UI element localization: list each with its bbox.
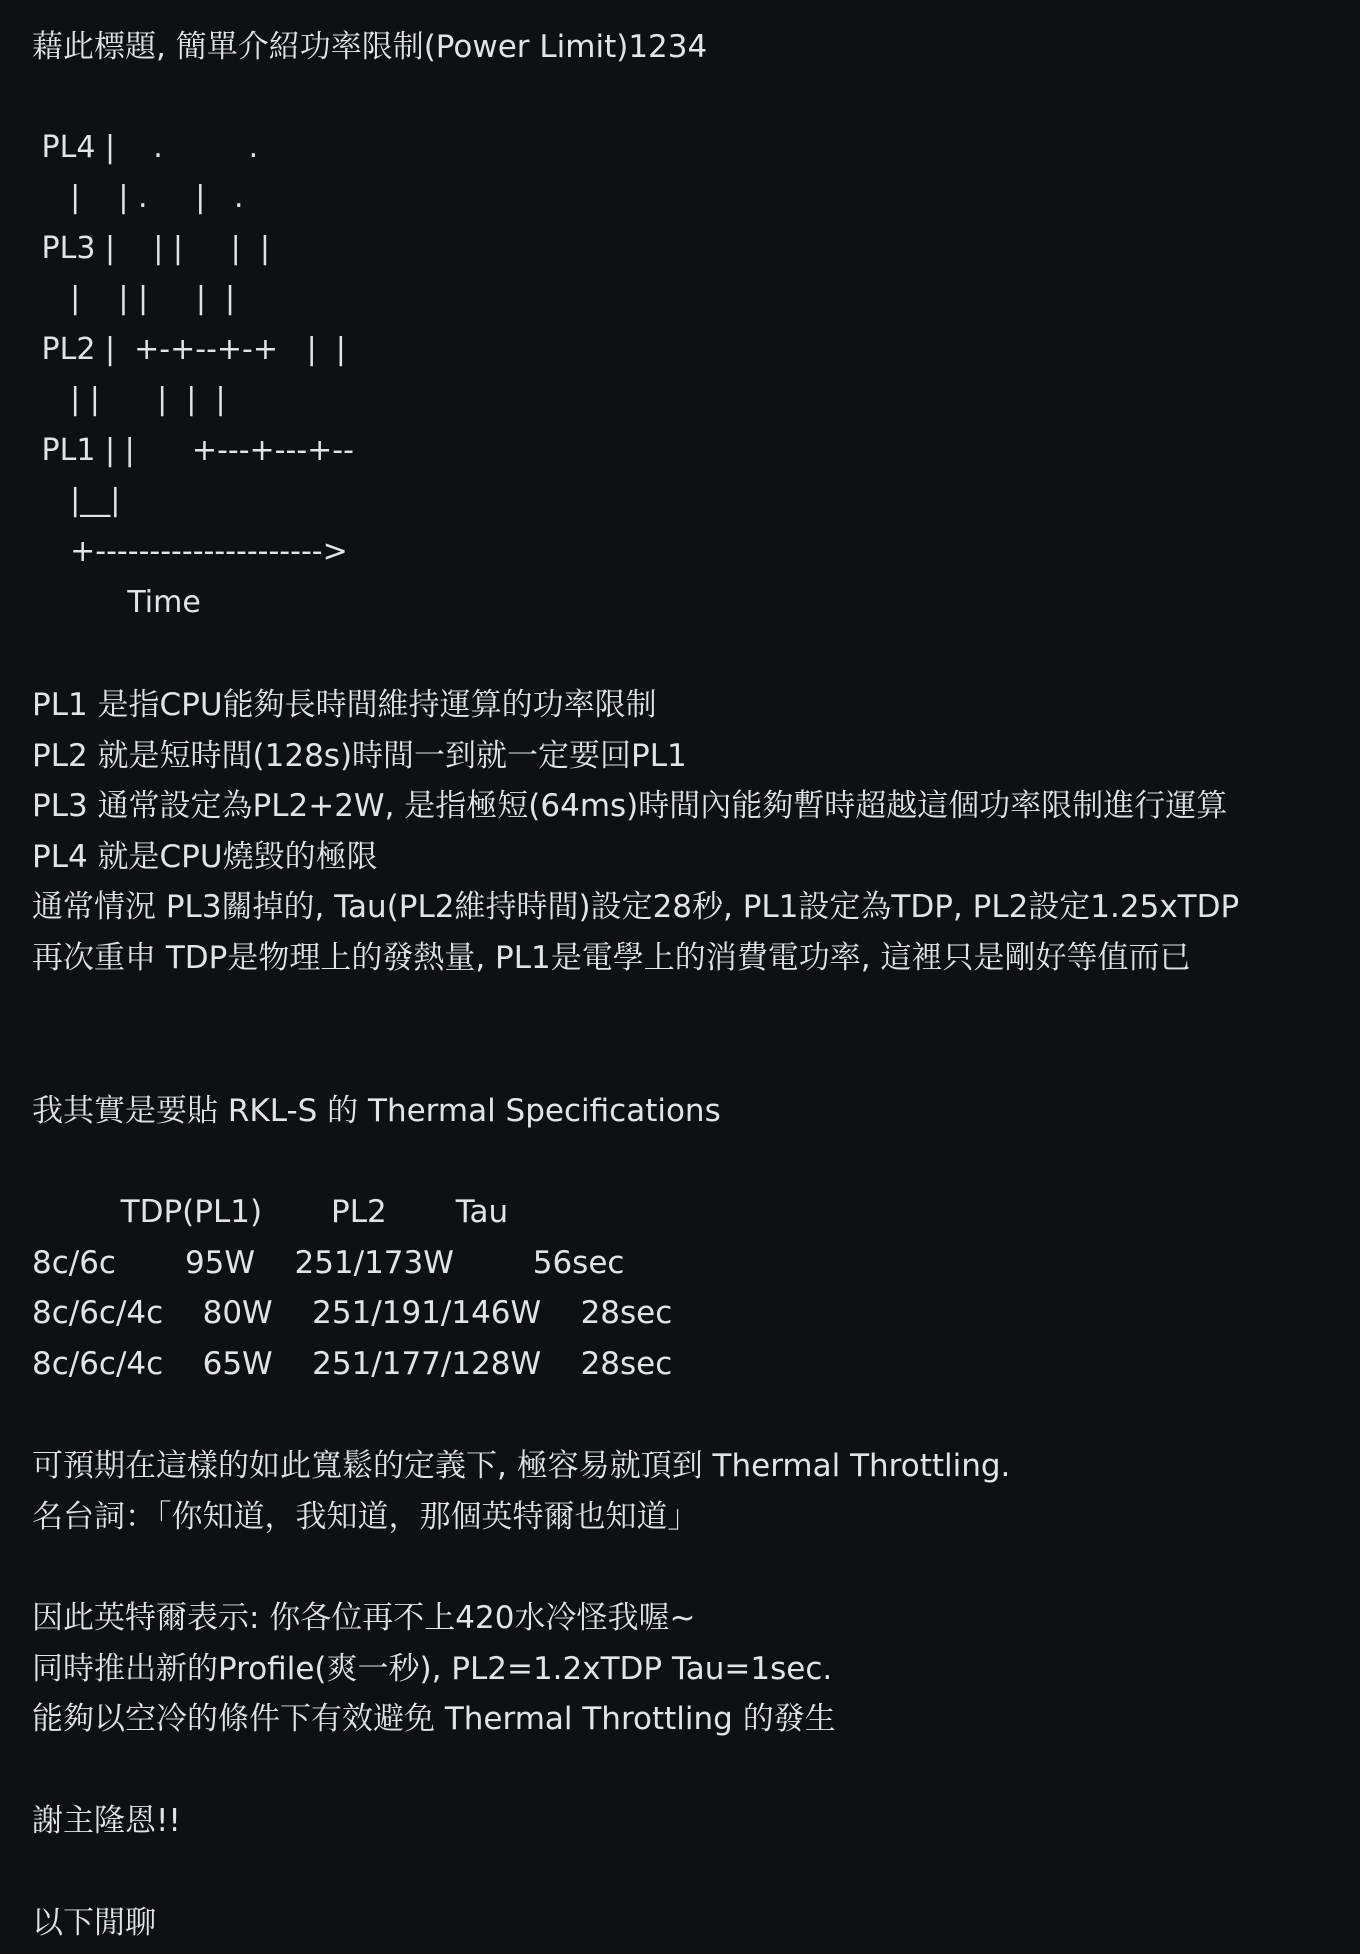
diagram-line: |__| [32, 483, 121, 518]
thanks-text: 謝主隆恩!! [32, 1803, 181, 1839]
spec-table-row: 8c/6c/4c 80W 251/191/146W 28sec [32, 1295, 673, 1331]
tdp-note-text: 再次重申 TDP是物理上的發熱量, PL1是電學上的消費電功率, 這裡只是剛好等值而已 [32, 940, 1191, 976]
post-title-line: 藉此標題, 簡單介紹功率限制(Power Limit)1234 [32, 29, 708, 65]
diagram-line-pl1: PL1 | | +---+---+-- [32, 433, 354, 468]
pl2-description: PL2 就是短時間(128s)時間一到就一定要回PL1 [32, 738, 687, 774]
diagram-time-axis: +---------------------> [32, 534, 348, 569]
thermal-spec-intro: 我其實是要貼 RKL-S 的 Thermal Specifications [32, 1093, 721, 1129]
diagram-line-pl4: PL4 | . . [32, 130, 259, 165]
chat-heading: 以下閒聊 [32, 1905, 156, 1941]
diagram-line-pl2: PL2 | +-+--+-+ | | [32, 332, 346, 367]
normal-settings-text: 通常情況 PL3關掉的, Tau(PL2維持時間)設定28秒, PL1設定為TDP, PL2設定1.25xTDP [32, 889, 1240, 925]
air-cooling-text: 能夠以空冷的條件下有效避免 Thermal Throttling 的發生 [32, 1701, 836, 1737]
diagram-line: | | . | . [32, 180, 244, 215]
pl4-description: PL4 就是CPU燒毀的極限 [32, 839, 378, 875]
pl3-description: PL3 通常設定為PL2+2W, 是指極短(64ms)時間內能夠暫時超越這個功率限制進行運算 [32, 788, 1228, 824]
throttling-text: 可預期在這樣的如此寬鬆的定義下, 極容易就頂到 Thermal Throttling. [32, 1448, 1011, 1484]
diagram-line: | | | | | [32, 382, 226, 417]
spec-table-row: 8c/6c/4c 65W 251/177/128W 28sec [32, 1346, 673, 1382]
diagram-line-pl3: PL3 | | | | | [32, 231, 270, 266]
diagram-time-label: Time [32, 585, 201, 620]
pl1-description: PL1 是指CPU能夠長時間維持運算的功率限制 [32, 687, 657, 723]
spec-table-header: TDP(PL1) PL2 Tau [32, 1194, 509, 1230]
intel-statement: 因此英特爾表示: 你各位再不上420水冷怪我喔~ [32, 1600, 696, 1636]
diagram-line: | | | | | [32, 281, 236, 316]
spec-table-row: 8c/6c 95W 251/173W 56sec [32, 1245, 625, 1281]
new-profile-text: 同時推出新的Profile(爽一秒), PL2=1.2xTDP Tau=1sec. [32, 1651, 833, 1687]
famous-quote: 名台詞：「你知道，我知道，那個英特爾也知道」 [32, 1499, 699, 1535]
